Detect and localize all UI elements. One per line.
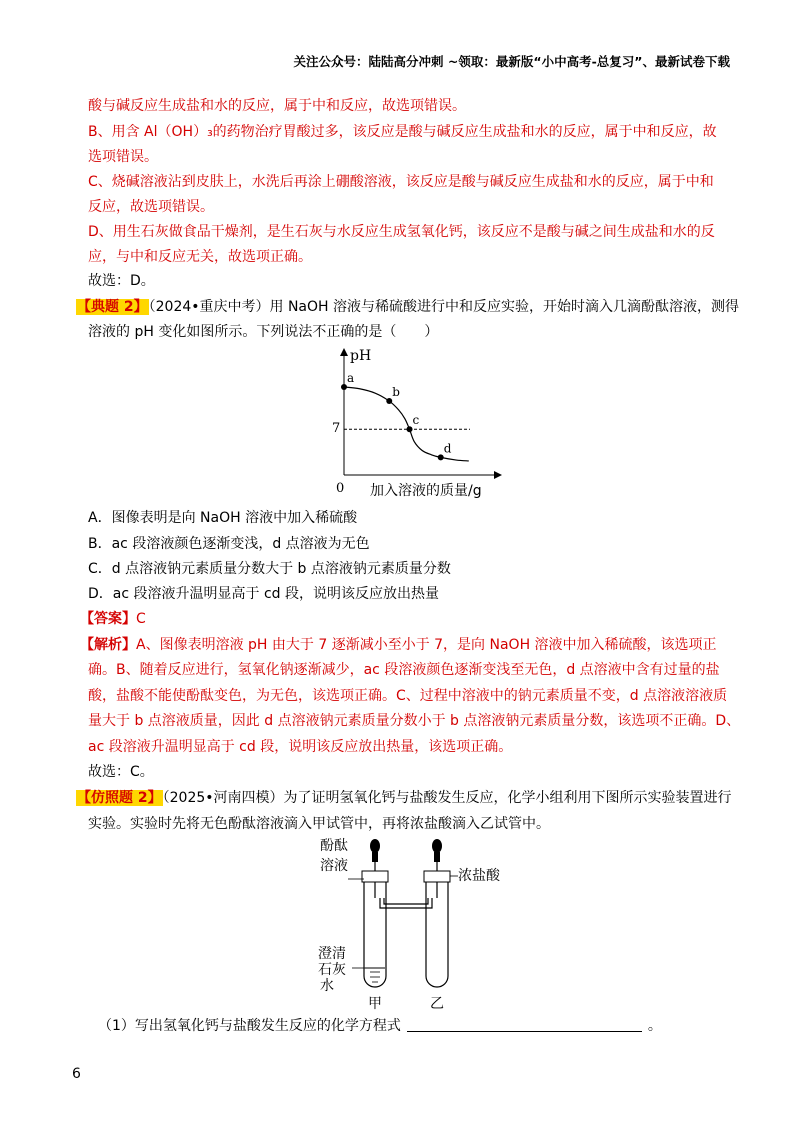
analysis-line: B、用含 Al（OH）₃的药物治疗胃酸过多，该反应是酸与碱反应生成盐和水的反应，属于中和反应，故: [88, 124, 717, 140]
answer-value: C: [136, 611, 146, 627]
point-label-c: c: [412, 413, 420, 428]
analysis-line: 酸，盐酸不能使酚酞变色，为无色，该选项正确。C、过程中溶液中的钠元素质量不变，d 点溶液溶液质: [88, 688, 728, 704]
answer-blank[interactable]: [407, 1031, 642, 1032]
analysis-line: D、用生石灰做食品干燥剂，是生石灰与水反应生成氢氧化钙，该反应不是酸与碱之间生成盐和水的反: [88, 224, 715, 240]
analysis-line: 应，与中和反应无关，故选项正确。: [88, 249, 312, 265]
x-axis-label: 加入溶液的质量/g: [370, 483, 482, 499]
origin-label: 0: [336, 481, 345, 496]
analysis-line: 量大于 b 点溶液质量，因此 d 点溶液钠元素质量分数小于 b 点溶液钠元素质量分数，该选项不正确。D、: [88, 713, 741, 729]
analysis-text: A、图像表明溶液 pH 由大于 7 逐渐减小至小于 7，是向 NaOH 溶液中加入稀硫酸，该选项正: [136, 637, 717, 653]
connecting-tube: [380, 898, 432, 908]
question-stem: [76, 297, 740, 317]
y-tick-label: 7: [332, 421, 341, 436]
point-label-d: d: [443, 441, 452, 456]
label-jia: 甲: [368, 996, 382, 1012]
label-conc-hcl: 浓盐酸: [458, 868, 500, 884]
apparatus-figure: [300, 836, 510, 1012]
point-label-a: a: [347, 370, 355, 385]
option-c: C．d 点溶液钠元素质量分数大于 b 点溶液钠元素质量分数: [88, 561, 451, 577]
page-number: 6: [72, 1066, 81, 1082]
question-tag: 【仿照题 2】: [77, 790, 162, 806]
analysis-line: 选项错误。: [88, 149, 158, 165]
option-b: B．ac 段溶液颜色逐渐变浅，d 点溶液为无色: [88, 536, 370, 552]
analysis-line: ac 段溶液升温明显高于 cd 段，说明该反应放出热量，该选项正确。: [88, 739, 513, 755]
question-text: （2024•重庆中考）用 NaOH 溶液与稀硫酸进行中和反应实验，开始时滴入几滴酚酞溶液，测得: [148, 299, 740, 315]
label-phenolphthalein: 酚酞: [320, 838, 348, 854]
label-limewater: 水: [320, 978, 334, 994]
analysis-line: 酸与碱反应生成盐和水的反应，属于中和反应，故选项错误。: [88, 98, 466, 114]
question-stem: [76, 788, 732, 808]
dropper-left: [370, 839, 380, 898]
page-header: 关注公众号：陆陆高分冲刺 ~领取：最新版“小中高考-总复习”、最新试卷下载: [293, 54, 730, 69]
answer-tag: 【答案】: [80, 611, 136, 627]
question-text: 实验。实验时先将无色酚酞溶液滴入甲试管中，再将浓盐酸滴入乙试管中。: [88, 816, 550, 832]
final-answer: 故选：C。: [88, 764, 154, 780]
label-limewater: 澄清: [318, 946, 346, 962]
dropper-right: [432, 839, 442, 898]
option-d: D．ac 段溶液升温明显高于 cd 段，说明该反应放出热量: [88, 586, 439, 602]
question-1: [98, 1016, 754, 1036]
analysis-tag: 【解析】: [80, 637, 136, 653]
analysis-row: [80, 635, 736, 655]
label-solution: 溶液: [320, 858, 348, 874]
point-label-b: b: [392, 385, 400, 400]
question-1-text: （1）写出氢氧化钙与盐酸发生反应的化学方程式: [98, 1018, 401, 1034]
analysis-line: 反应，故选项错误。: [88, 199, 214, 215]
label-yi: 乙: [430, 996, 444, 1012]
analysis-line: C、烧碱溶液沾到皮肤上，水洗后再涂上硼酸溶液，该反应是酸与碱反应生成盐和水的反应，属于中和: [88, 174, 714, 190]
y-axis-label: pH: [350, 348, 372, 364]
stopper-right: [424, 871, 450, 882]
stopper-left: [362, 871, 388, 882]
question-1-end: 。: [647, 1018, 662, 1034]
answer-line: 故选：D。: [88, 273, 155, 289]
option-a: A．图像表明是向 NaOH 溶液中加入稀硫酸: [88, 510, 358, 526]
question-text: 溶液的 pH 变化如图所示。下列说法不正确的是（ ）: [88, 324, 439, 340]
question-text: （2025•河南四模）为了证明氢氧化钙与盐酸发生反应，化学小组利用下图所示实验装置进行: [162, 790, 732, 806]
ph-chart: [320, 340, 520, 500]
answer-row: [80, 609, 736, 629]
label-limewater: 石灰: [318, 962, 346, 978]
analysis-line: 确。B、随着反应进行，氢氧化钠逐渐减少，ac 段溶液颜色逐渐变浅至无色，d 点溶液中含有过量的盐: [88, 662, 720, 678]
question-tag: 【典题 2】: [77, 299, 148, 315]
